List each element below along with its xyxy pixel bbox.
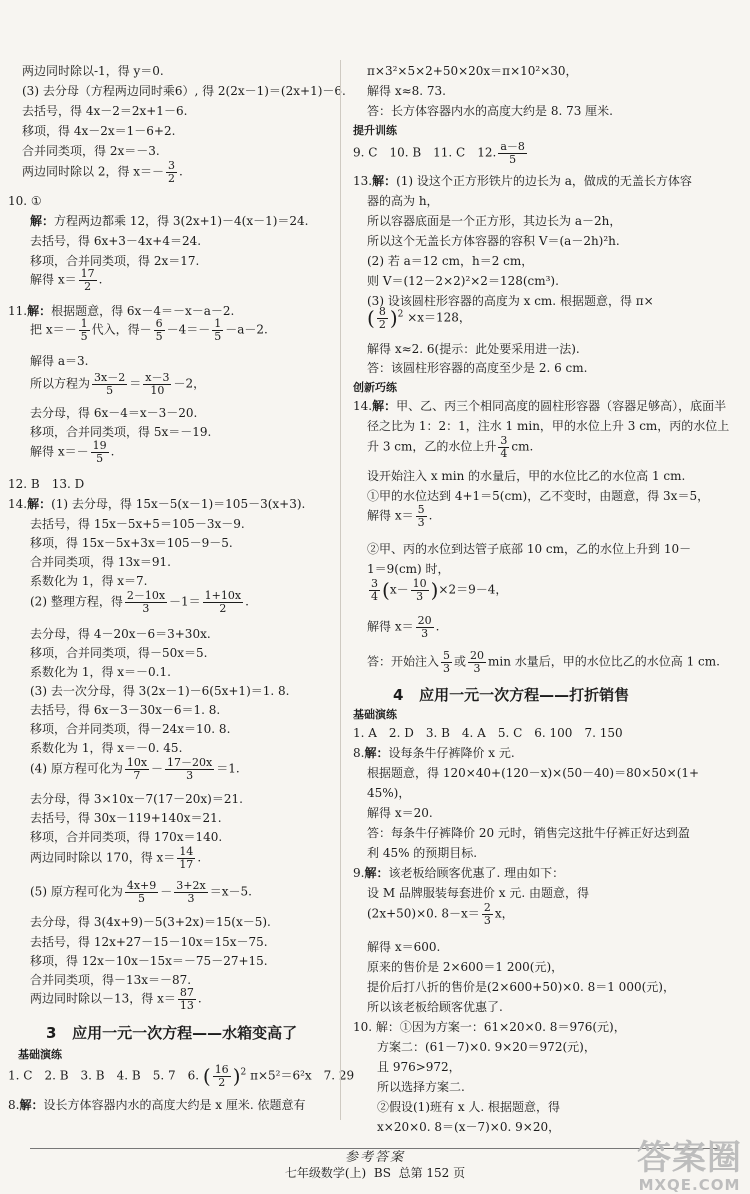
text-line: (4) 原方程可化为 $\frac{10x}{7}$ － $\frac{17-20x}{3}$ ＝1. <box>30 756 240 782</box>
footer-rule <box>30 1148 720 1149</box>
text-line: 移项，合并同类项，得－50x＝5. <box>30 646 208 660</box>
text-line: 升 3 cm，乙的水位上升 $\frac{3}{4}$ cm. <box>367 434 534 460</box>
text-line: $\frac{3}{4}$ (x－ $\frac{10}{3}$ )×2＝9－4， <box>371 577 508 603</box>
text-line: 系数化为 1，得 x＝－0.1. <box>30 665 171 679</box>
footer-title: 参考答案 <box>344 1150 405 1165</box>
text-line: 去括号，得 12x+27－15－10x＝15x－75. <box>30 935 268 949</box>
answers-1-7: 1. A 2. D 3. B 4. A 5. C 6. 100 7. 150 <box>353 726 623 740</box>
section-4-heading: 4 应用一元一次方程——打折销售 <box>393 686 630 704</box>
text-line: 移项，得 12x－10x－15x＝－75－27+15. <box>30 954 268 968</box>
question-10: 10. 解：①因为方案一：61×20×0. 8＝976(元)， <box>353 1020 626 1034</box>
text-line: 合并同类项，得－13x＝－87. <box>30 973 192 987</box>
text-line: 合并同类项，得 2x＝－3. <box>22 144 160 158</box>
text-line: 45%)， <box>367 786 411 800</box>
text-line: 解：方程两边都乘 12，得 3(2x+1)－4(x－1)＝24. <box>30 214 309 228</box>
basic-practice-heading: 基础演练 <box>353 708 397 721</box>
text-line: 原来的售价是 2×600＝1 200(元)， <box>367 960 564 974</box>
text-line: (2x+50)×0. 8－x＝ $\frac{2}{3}$ x， <box>367 901 514 927</box>
text-line: 移项，合并同类项，得 5x＝－19. <box>30 425 212 439</box>
question-8: 8.解：设长方体容器内水的高度大约是 x 厘米. 依题意有 <box>8 1098 306 1112</box>
text-line: 解得 x＝ $\frac{20}{3}$ . <box>367 614 440 640</box>
watermark-logo: 答案圈 MXQE.COM <box>637 1138 742 1194</box>
basic-practice-heading: 基础演练 <box>18 1048 62 1061</box>
text-line: 器的高为 h， <box>367 194 439 208</box>
text-line: 答：该圆柱形容器的高度至少是 2. 6 cm. <box>367 361 588 375</box>
innovation-practice-heading: 创新巧练 <box>353 381 397 394</box>
question-10: 10. ① <box>8 194 42 208</box>
text-line: (2) 整理方程，得 $\frac{2-10x}{3}$ －1＝ $\frac{1+10x}{2}$ . <box>30 589 249 615</box>
footer-subtitle: 七年级数学(上) BS 总第 152 页 <box>284 1165 466 1180</box>
text-line: 方案二：(61－7)×0. 9×20＝972(元)， <box>377 1040 596 1054</box>
text-line: 去括号，得 6x－3－30x－6＝1. 8. <box>30 703 221 717</box>
question-9: 9.解：该老板给顾客优惠了. 理由如下： <box>353 866 565 880</box>
text-line: 系数化为 1，得 x＝7. <box>30 574 148 588</box>
text-line: 答：每条牛仔裤降价 20 元时，销售完这批牛仔裤正好达到盈 <box>367 826 690 840</box>
text-line: ②甲、丙的水位到达管子底部 10 cm，乙的水位上升到 10－ <box>367 542 692 556</box>
text-line: 移项，合并同类项，得 2x＝17. <box>30 254 200 268</box>
answers-1-7: 1. C 2. B 3. B 4. B 5. 7 6. ( $\frac{16}{2}$ )$^2$ π×5²＝6²x 7. 29 <box>8 1063 355 1089</box>
text-line: 移项，合并同类项，得－24x＝10. 8. <box>30 722 231 736</box>
question-14-right: 14.解：甲、乙、丙三个相同高度的圆柱形容器（容器足够高），底面半 <box>353 399 727 413</box>
text-line: 移项，合并同类项，得 170x＝140. <box>30 830 223 844</box>
text-line: (3) 去一次分母，得 3(2x－1)－6(5x+1)＝1. 8. <box>30 684 290 698</box>
text-line: 合并同类项，得 13x＝91. <box>30 555 171 569</box>
text-line: 则 V＝(12－2×2)²×2＝128(cm³). <box>367 274 559 288</box>
text-line: 所以容器底面是一个正方形，其边长为 a－2h， <box>367 214 622 228</box>
text-line: 所以选择方案二. <box>377 1080 465 1094</box>
text-line: 解得 x＝ $\frac{17}{2}$ . <box>30 267 103 293</box>
text-line: π×3²×5×2+50×20x＝π×10²×30， <box>367 64 578 78</box>
text-line: 两边同时除以 170，得 x＝ $\frac{14}{17}$ . <box>30 845 202 871</box>
text-line: 所以这个无盖长方体容器的容积 V＝(a－2h)²h. <box>367 234 620 248</box>
advanced-training-heading: 提升训练 <box>353 124 397 137</box>
text-line: 去括号，得 30x－119+140x＝21. <box>30 811 222 825</box>
question-12-13: 12. B 13. D <box>8 477 85 491</box>
text-line: (5) 原方程可化为 $\frac{4x+9}{5}$ － $\frac{3+2x}{3}$ ＝x－5. <box>30 879 252 905</box>
text-line: 两边同时除以 2，得 x＝－ $\frac{3}{2}$ . <box>22 159 183 185</box>
question-13: 13.解：(1) 设这个正方形铁片的边长为 a，做成的无盖长方体容 <box>353 174 692 188</box>
text-line: 径之比为 1：2：1，注水 1 min，甲的水位上升 3 cm，丙的水位上 <box>367 419 730 433</box>
text-line: 解得 a＝3. <box>30 354 89 368</box>
text-line: 去分母，得 3(4x+9)－5(3+2x)＝15(x－5). <box>30 915 271 929</box>
text-line: 移项，得 4x－2x＝1－6+2. <box>22 124 176 138</box>
text-line: 去分母，得 6x－4＝x－3－20. <box>30 406 198 420</box>
text-line: 两边同时除以－13，得 x＝ $\frac{87}{13}$ . <box>30 986 202 1012</box>
text-line: 去括号，得 15x－5x+5＝105－3x－9. <box>30 517 245 531</box>
text-line: 去括号，得 4x－2＝2x+1－6. <box>22 104 188 118</box>
section-3-heading: 3 应用一元一次方程——水箱变高了 <box>46 1024 298 1042</box>
text-line: 答：开始注入 $\frac{5}{3}$ 或 $\frac{20}{3}$ min 水量后，甲的水位比乙的水位高 1 cm. <box>367 649 720 675</box>
answers-9-12: 9. C 10. B 11. C 12. $\frac{a-8}{5}$ <box>353 140 525 166</box>
question-8: 8.解：设每条牛仔裤降价 x 元. <box>353 746 515 760</box>
text-line: 移项，得 15x－5x+3x＝105－9－5. <box>30 536 233 550</box>
text-line: 利 45% 的预期目标. <box>367 846 478 860</box>
text-line: x×20×0. 8＝(x－7)×0. 9×20， <box>377 1120 561 1134</box>
question-14: 14.解：(1) 去分母，得 15x－5(x－1)＝105－3(x+3). <box>8 497 306 511</box>
text-line: (3) 去分母（方程两边同时乘6）, 得 2(2x－1)＝(2x+1)－6. <box>22 84 346 98</box>
text-line: 设 M 品牌服装每套进价 x 元. 由题意，得 <box>367 886 589 900</box>
text-line: 1＝9(cm) 时， <box>367 562 450 576</box>
text-line: 且 976>972， <box>377 1060 461 1074</box>
text-line: 解得 x≈2. 6(提示：此处要采用进一法). <box>367 342 580 356</box>
text-line: 设开始注入 x min 的水量后，甲的水位比乙的水位高 1 cm. <box>367 469 686 483</box>
text-line: 解得 x＝－ $\frac{19}{5}$ . <box>30 439 115 465</box>
text-line: (3) 设该圆柱形容器的高度为 x cm. 根据题意，得 π× <box>367 294 654 308</box>
text-line: (2) 若 a＝12 cm，h＝2 cm， <box>367 254 534 268</box>
text-line: 解得 x≈8. 73. <box>367 84 446 98</box>
text-line: 去分母，得 4－20x－6＝3+30x. <box>30 627 211 641</box>
text-line: 两边同时除以-1，得 y＝0. <box>22 64 164 78</box>
text-line: 答：长方体容器内水的高度大约是 8. 73 厘米. <box>367 104 613 118</box>
text-line: 去括号，得 6x+3－4x+4＝24. <box>30 234 202 248</box>
text-line: 所以该老板给顾客优惠了. <box>367 1000 503 1014</box>
text-line: ②假设(1)班有 x 人. 根据题意，得 <box>377 1100 561 1114</box>
text-line: 系数化为 1，得 x＝－0. 45. <box>30 741 183 755</box>
text-line: 解得 x＝ $\frac{5}{3}$ . <box>367 503 433 529</box>
text-line: 解得 x＝600. <box>367 940 441 954</box>
text-line: 去分母，得 3×10x－7(17－20x)＝21. <box>30 792 243 806</box>
text-line: 把 x＝－ $\frac{1}{5}$ 代入，得－ $\frac{6}{5}$ －4＝－ $\frac{1}{5}$ －a－2. <box>30 317 268 343</box>
text-line: 提价后打八折的售价是(2×600+50)×0. 8＝1 000(元)， <box>367 980 675 994</box>
column-divider <box>340 60 341 1120</box>
text-line: ( $\frac{8}{2}$ )$^2$ ×x＝128， <box>367 305 471 331</box>
text-line: 所以方程为 $\frac{3x-2}{5}$ ＝ $\frac{x-3}{10}$ －2， <box>30 371 206 397</box>
text-line: ①甲的水位达到 4+1＝5(cm)，乙不变时，由题意，得 3x＝5， <box>367 489 710 503</box>
text-line: 根据题意，得 120×40+(120－x)×(50－40)＝80×50×(1+ <box>367 766 700 780</box>
question-11: 11.解：根据题意，得 6x－4＝－x－a－2. <box>8 304 235 318</box>
text-line: 解得 x＝20. <box>367 806 433 820</box>
